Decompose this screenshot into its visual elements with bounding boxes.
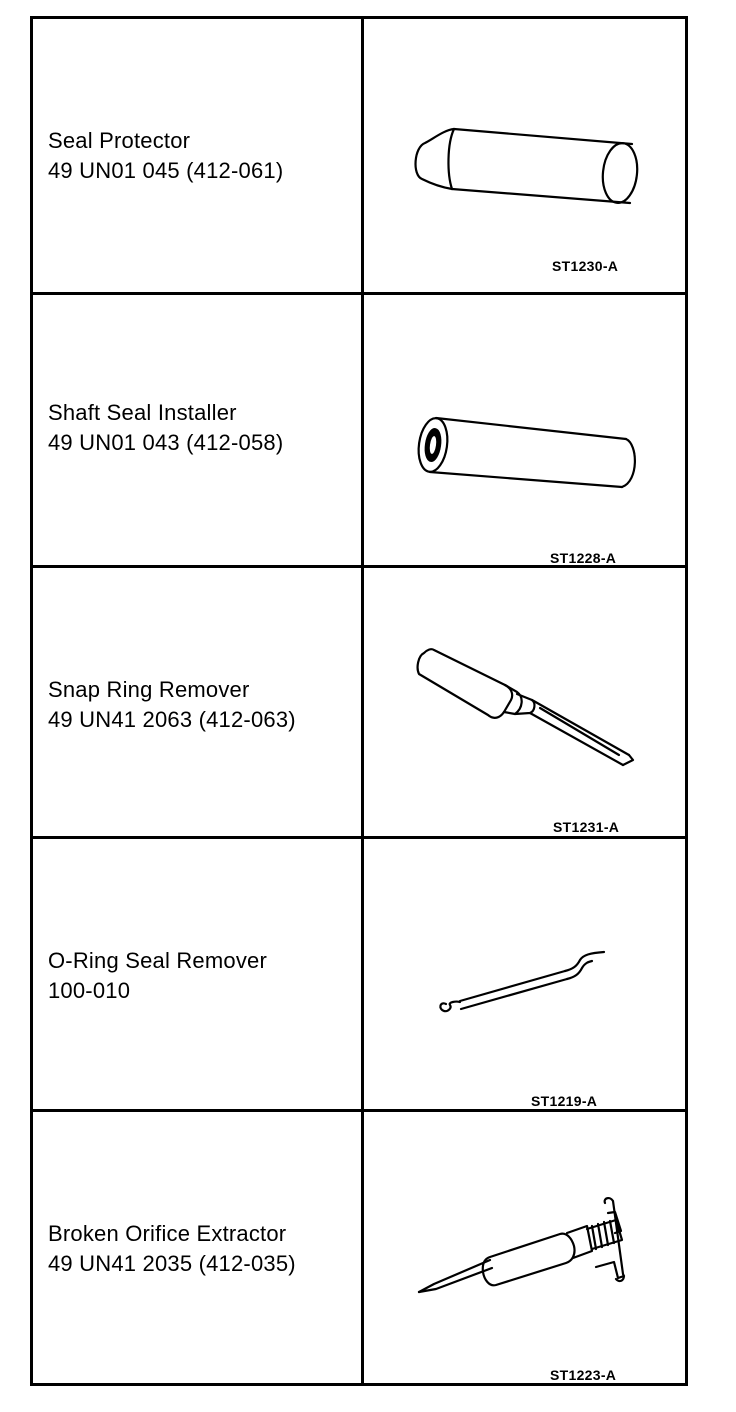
tool-label [48, 126, 283, 186]
tool-number: 49 UN01 043 (412-058) [48, 430, 284, 455]
tool-name: Seal Protector [48, 128, 191, 153]
tool-name: Broken Orifice Extractor [48, 1221, 287, 1246]
tool-illustration-cell [364, 19, 685, 292]
tool-name: O-Ring Seal Remover [48, 948, 267, 973]
tool-row-shaft-seal-installer [33, 295, 685, 568]
figure-code: ST1219-A [531, 1093, 598, 1109]
o-ring-seal-remover-illustration [364, 839, 685, 1109]
tool-number: 49 UN41 2035 (412-035) [48, 1251, 296, 1276]
broken-orifice-extractor-illustration [364, 1112, 685, 1380]
tool-number: 100-010 [48, 978, 131, 1003]
tool-number: 49 UN01 045 (412-061) [48, 158, 284, 183]
figure-code: ST1231-A [553, 819, 620, 835]
shaft-seal-installer-illustration [364, 295, 685, 565]
tool-label [48, 1219, 296, 1279]
tool-illustration-cell [364, 568, 685, 836]
snap-ring-remover-illustration [364, 568, 685, 836]
tool-name: Snap Ring Remover [48, 677, 250, 702]
figure-code: ST1228-A [550, 550, 617, 566]
tool-row-snap-ring-remover [33, 568, 685, 839]
tool-illustration-cell [364, 1112, 685, 1383]
seal-protector-illustration [364, 19, 685, 292]
tool-label [48, 675, 296, 735]
tool-label [48, 946, 267, 1006]
special-tools-table [30, 16, 688, 1386]
tool-name: Shaft Seal Installer [48, 400, 237, 425]
tool-illustration-cell [364, 295, 685, 565]
figure-code: ST1223-A [550, 1367, 617, 1383]
tool-row-seal-protector [33, 19, 685, 295]
tool-illustration-cell [364, 839, 685, 1109]
tool-row-o-ring-seal-remover [33, 839, 685, 1112]
tool-row-broken-orifice-extractor [33, 1112, 685, 1383]
tool-number: 49 UN41 2063 (412-063) [48, 707, 296, 732]
tool-label [48, 398, 283, 458]
figure-code: ST1230-A [552, 258, 619, 274]
